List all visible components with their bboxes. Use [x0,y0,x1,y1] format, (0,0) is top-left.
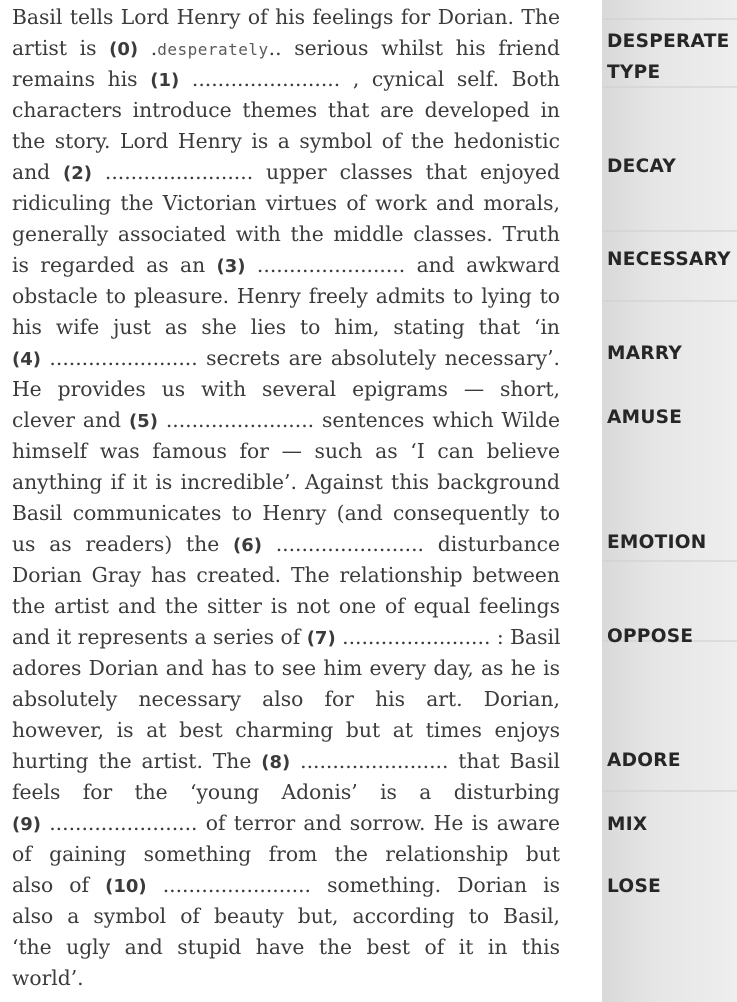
gap-number: (9) [12,814,41,835]
keyword-oppose: OPPOSE [607,626,694,647]
passage-line [12,839,560,870]
passage-line [12,901,560,932]
passage-line [12,746,560,777]
keyword-lose: LOSE [607,876,662,897]
passage-text: ‘the ugly and stupid have the best of it in this [12,935,560,959]
passage-line [12,157,560,188]
passage-text: hurting the artist. The [12,749,262,773]
gap-number: (1) [150,70,180,91]
passage-line [12,932,560,963]
passage-line [12,684,560,715]
passage-line [12,95,560,126]
passage-line [12,808,560,839]
passage-text: obstacle to pleasure. Henry freely admits to lying to [12,284,560,308]
passage-line [12,591,560,622]
passage-text: the artist and the sitter is not one of equal feelings [12,594,560,618]
passage-line [12,2,560,33]
passage-line [12,529,560,560]
gap-number: (3) [216,256,246,277]
keyword-adore: ADORE [607,750,681,771]
passage-text: feels for the ‘young Adonis’ is a disturbing [12,780,560,804]
passage-text: ....................... disturbance [261,532,561,556]
passage-text: ....................... something. Dorian is [146,873,560,897]
passage-text: . [138,36,158,60]
passage-line [12,33,560,64]
passage-text: ....................... sentences which Wilde [157,408,560,432]
gap-number: (8) [261,752,291,773]
passage-text: world’. [12,966,84,990]
keyword-amuse: AMUSE [607,407,683,428]
passage-text: and [12,160,64,184]
passage-text: He provides us with several epigrams — short, [12,377,560,401]
passage-line [12,870,560,901]
passage-text: absolutely necessary also for his art. Dorian, [12,687,560,711]
gap-number: (2) [63,163,92,184]
passage-text: ....................... upper classes that enjoyed [92,160,560,184]
keyword-necessary: NECESSARY [607,249,731,270]
keyword-type: TYPE [607,62,661,83]
passage-text: .. serious whilst his friend [268,36,560,60]
passage-line [12,343,560,374]
passage-line [12,498,560,529]
passage-text: ....................... , cynical self. Both [179,67,560,91]
passage-text: clever and [12,408,129,432]
passage-line [12,653,560,684]
gap-number: (5) [128,411,158,432]
passage-text: characters introduce themes that are developed in [12,98,560,122]
passage-text: Basil tells Lord Henry of his feelings for Dorian. The [12,5,560,29]
passage-text: Basil communicates to Henry (and consequently to [12,501,560,525]
passage-line [12,250,560,281]
passage-text: however, is at best charming but at times enjoys [12,718,560,742]
passage-text: himself was famous for — such as ‘I can believe [12,439,560,463]
keyword-decay: DECAY [607,156,677,177]
passage-text: ....................... : Basil [335,625,561,649]
keyword-marry: MARRY [607,343,683,364]
passage-line [12,467,560,498]
passage-line [12,219,560,250]
passage-line [12,436,560,467]
passage-line [12,777,560,808]
passage-text: ....................... of terror and sorrow. He is aware [40,811,560,835]
passage-text: remains his [12,67,151,91]
example-answer: desperately [157,40,269,59]
passage-line [12,281,560,312]
passage-text: his wife just as she lies to him, stating that ‘in [12,315,560,339]
passage-text: Dorian Gray has created. The relationship between [12,563,560,587]
passage-text: ....................... that Basil [290,749,560,773]
passage-text: and it represents a series of [12,625,307,649]
passage-text: also a symbol of beauty but, according to Basil, [12,904,560,928]
passage-text: ....................... and awkward [245,253,560,277]
passage-text: adores Dorian and has to see him every day, as he is [12,656,560,680]
passage-line [12,622,560,653]
passage-text: ridiculing the Victorian virtues of work and morals, [12,191,560,215]
gap-number: (6) [232,535,262,556]
passage-text: also of [12,873,106,897]
passage-text: is regarded as an [12,253,217,277]
passage-line [12,405,560,436]
passage-line [12,312,560,343]
keyword-mix: MIX [607,814,648,835]
passage-line [12,126,560,157]
gap-number: (0) [109,39,139,60]
passage-line [12,374,560,405]
passage-text: the story. Lord Henry is a symbol of the hedonistic [12,129,560,153]
keyword-sidebar [602,0,737,1002]
gap-number: (10) [105,876,147,897]
passage-line [12,64,560,95]
keyword-desperate: DESPERATE [607,31,730,52]
keyword-emotion: EMOTION [607,532,707,553]
passage-line [12,560,560,591]
passage-text: generally associated with the middle classes. Truth [12,222,560,246]
gap-number: (7) [306,628,336,649]
passage-line [12,715,560,746]
passage-line [12,188,560,219]
passage-text: us as readers) the [12,532,233,556]
passage-text: of gaining something from the relationship but [12,842,560,866]
passage-text: anything if it is incredible’. Against this background [12,470,560,494]
passage-text: ....................... secrets are absolutely necessary’. [40,346,560,370]
gap-number: (4) [12,349,41,370]
passage-text: artist is [12,36,110,60]
passage-line [12,963,84,994]
